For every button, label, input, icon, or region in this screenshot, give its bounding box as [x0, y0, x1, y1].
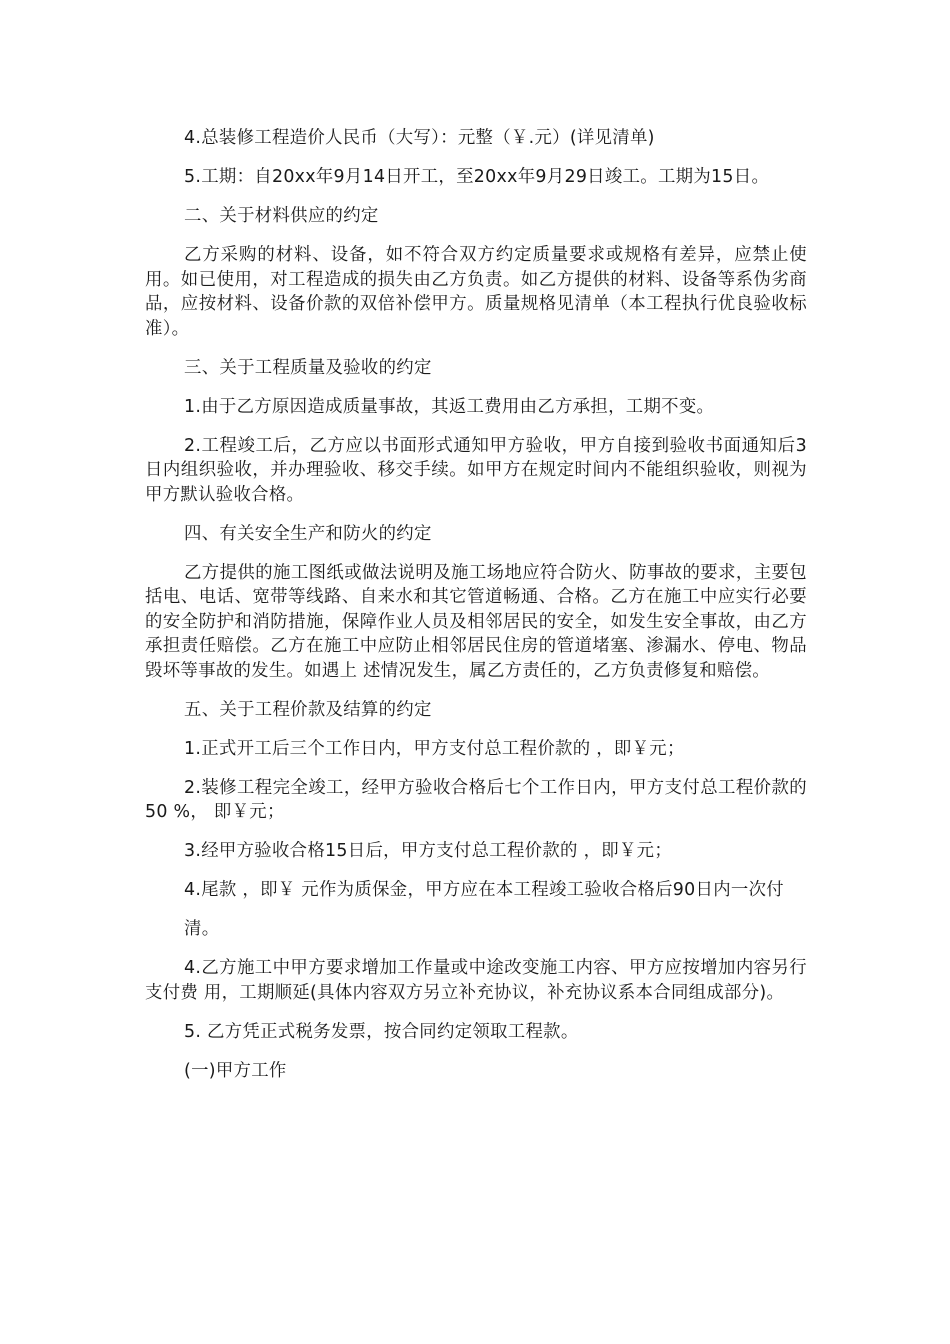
- document-page: [145, 126, 807, 1083]
- quality-item-1: 1.由于乙方原因造成质量事故，其返工费用由乙方承担，工期不变。: [184, 396, 715, 417]
- safety-paragraph: 乙方提供的施工图纸或做法说明及施工场地应符合防火、防事故的要求，主要包括电、电话、宽带等线路、自来水和其它管道畅通、合格。乙方在施工中应实行必要的安全防护和消防措施，保障作业人员及相邻居民的安全，如发生安全事故，由乙方承担责任赔偿。乙方在施工中应防止相邻居民住房的管道堵塞、渗漏水、停电、物品毁坏等事故的发生。如遇上 述情况发生，属乙方责任的，乙方负责修复和赔偿。: [145, 562, 807, 681]
- payment-item-extra-work: 4.乙方施工中甲方要求增加工作量或中途改变施工内容、甲方应按增加内容另行支付费 用，工期顺延(具体内容双方另立补充协议，补充协议系本合同组成部分)。: [145, 958, 807, 1003]
- payment-item-3: 3.经甲方验收合格15日后，甲方支付总工程价款的 ，即￥元；: [184, 841, 673, 861]
- payment-item-4: 4.尾款 ，即￥ 元作为质保金，甲方应在本工程竣工验收合格后90日内一次付: [184, 880, 784, 900]
- clause-schedule: 5.工期：自20xx年9月14日开工，至20xx年9月29日竣工。工期为15日。: [184, 167, 770, 187]
- payment-item-5: 5. 乙方凭正式税务发票，按合同约定领取工程款。: [184, 1021, 579, 1042]
- subsection-heading-party-a-work: (一)甲方工作: [184, 1060, 287, 1081]
- payment-item-2: 2.装修工程完全竣工，经甲方验收合格后七个工作日内，甲方支付总工程价款的50 %， 即￥元；: [145, 777, 807, 822]
- payment-item-4-continued: 清。: [184, 919, 220, 939]
- payment-item-1: 1.正式开工后三个工作日内，甲方支付总工程价款的 ，即￥元；: [184, 738, 685, 759]
- section-heading-materials: 二、关于材料供应的约定: [184, 206, 379, 226]
- clause-total-cost: 4.总装修工程造价人民币（大写）：元整（￥.元）(详见清单): [184, 128, 655, 148]
- section-heading-quality: 三、关于工程质量及验收的约定: [184, 357, 432, 378]
- section-heading-safety: 四、有关安全生产和防火的约定: [184, 523, 432, 544]
- section-heading-payment: 五、关于工程价款及结算的约定: [184, 699, 432, 720]
- materials-paragraph: 乙方采购的材料、设备，如不符合双方约定质量要求或规格有差异，应禁止使用。如已使用，对工程造成的损失由乙方负责。如乙方提供的材料、设备等系伪劣商品，应按材料、设备价款的双倍补偿甲方。质量规格见清单（本工程执行优良验收标准）。: [145, 245, 807, 339]
- quality-item-2: 2.工程竣工后，乙方应以书面形式通知甲方验收，甲方自接到验收书面通知后3日内组织验收，并办理验收、移交手续。如甲方在规定时间内不能组织验收，则视为甲方默认验收合格。: [145, 435, 807, 505]
